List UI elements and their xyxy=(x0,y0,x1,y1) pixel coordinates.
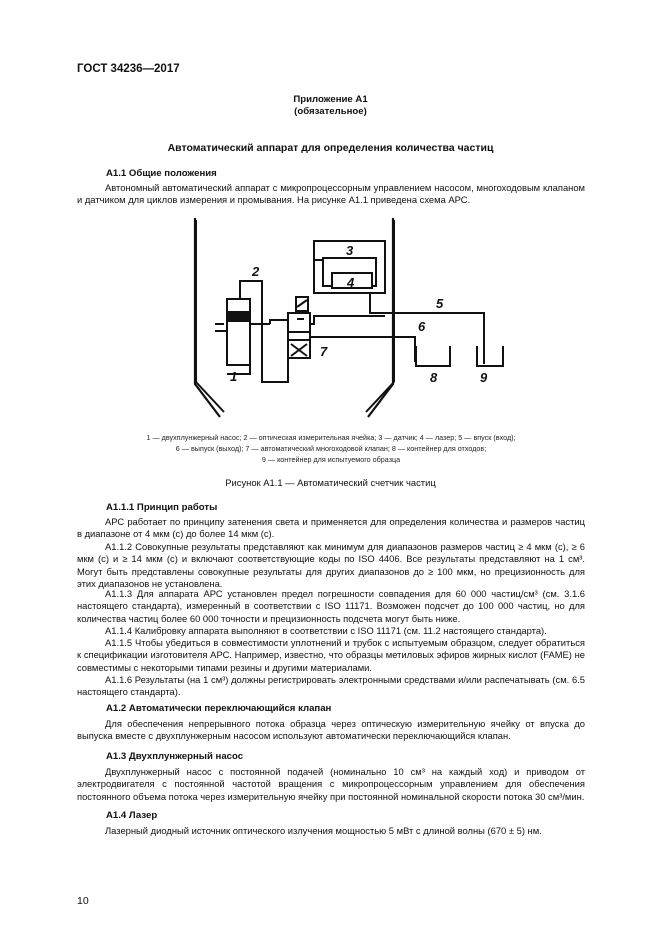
figure-legend-line: 1 — двухплунжерный насос; 2 — оптическая измерительная ячейка; 3 — датчик; 4 — лазер; 5 — впуск (вход); xyxy=(146,433,516,442)
figure-label: 2 xyxy=(252,264,260,279)
page-number: 10 xyxy=(77,895,89,907)
paragraph-text: А1.1.5 Чтобы убедиться в совместимости уплотнений и трубок с испытуемым образцом, следует обратиться к спецификации изготовителя АРС. Например, известно, что образцы метиловых эфиров жирных кислот (FAME) не совместимы с некоторыми типами резины и другими материалами. xyxy=(77,637,585,673)
paragraph-text: А1.1.4 Калибровку аппарата выполняют в соответствии с ISO 11171 (см. 11.2 настоящего стандарта). xyxy=(105,625,547,636)
cabinet-left xyxy=(195,218,220,417)
figure-label: 1 xyxy=(230,369,238,384)
figure-caption: Рисунок А1.1 — Автоматический счетчик частиц xyxy=(225,477,436,488)
paragraph xyxy=(77,182,585,207)
paragraph xyxy=(77,625,585,637)
annex-title: Приложение А1 xyxy=(293,94,368,105)
paragraph xyxy=(77,825,585,837)
paragraph xyxy=(77,674,585,699)
figure-legend-line: 9 — контейнер для испытуемого образца xyxy=(261,455,401,464)
figure-label: 9 xyxy=(480,370,488,385)
heading-a1-1: А1.1 Общие положения xyxy=(106,168,217,179)
paragraph xyxy=(77,516,585,541)
paragraph xyxy=(77,637,585,674)
heading-a1-4: А1.4 Лазер xyxy=(106,810,158,821)
paragraph-text: А1.1.6 Результаты (на 1 см³) должны регистрировать электронными средствами и/или распечатывать (см. 6.5 настоящего стандарта). xyxy=(77,674,585,698)
heading-a1-3: А1.3 Двухплунжерный насос xyxy=(106,751,244,762)
figure-label: 5 xyxy=(436,296,444,311)
paragraph xyxy=(77,588,585,625)
figure-legend-line: 6 — выпуск (выход); 7 — автоматический многоходовой клапан; 8 — контейнер для отходов; xyxy=(175,444,487,453)
paragraph-text: АРС работает по принципу затенения света и применяется для определения количества и размеров частиц в диапазоне от 4 мкм (с) до более 14 мкм (с). xyxy=(77,516,585,540)
paragraph-text: Для обеспечения непрерывного потока образца через оптическую измерительную ячейку от впуска до выпуска вместе с двухплунжерным насосом используют автоматически переключающийся клапан. xyxy=(77,718,585,742)
figure-label: 3 xyxy=(346,243,354,258)
paragraph xyxy=(77,766,585,803)
document-code: ГОСТ 34236—2017 xyxy=(77,63,180,75)
heading-a1-2: А1.2 Автоматически переключающийся клапан xyxy=(106,703,332,714)
paragraph-text: А1.1.3 Для аппарата АРС установлен предел погрешности совпадения для 60 000 частиц/см³ (см. 3.1.6 настоящего стандарта), измеренный в соответствии с ISO 11171. Возможен подсчет до 100 000 частиц, но для количества частиц более 60 000 точности и прецизионность подсчета могут быть ниже. xyxy=(77,588,585,624)
paragraph-text: Двухплунжерный насос с постоянной подачей (номинально 10 см³ на каждый ход) и приводом от электродвигателя с постоянной частотой вращения с микропроцессорным управлением для обеспечения постоянного объема потока через измерительную ячейку при постоянной номинальной скорости потока 30 см³/мин. xyxy=(77,766,585,802)
figure-label: 7 xyxy=(320,344,328,359)
apc-schematic-figure xyxy=(190,214,488,392)
heading-a1-1-1: А1.1.1 Принцип работы xyxy=(106,502,218,513)
figure-label: 4 xyxy=(347,275,355,290)
paragraph xyxy=(77,541,585,590)
paragraph-text: Автономный автоматический аппарат с микропроцессорным управлением насосом, многоходовым клапаном и датчиком для циклов измерения и промывания. На рисунке А1.1 приведена схема АРС. xyxy=(77,182,585,206)
paragraph-text: Лазерный диодный источник оптического излучения мощностью 5 мВт с длиной волны (670 ± 5) нм. xyxy=(105,825,542,836)
paragraph xyxy=(77,718,585,743)
paragraph-text: А1.1.2 Совокупные результаты представляют как минимум для диапазонов размеров частиц ≥ 4 мкм (с), ≥ 6 мкм (с) и ≥ 14 мкм (с) и включают соответствующие коды по ISO 4406. Все результаты представляют на 1 см³. Могут быть представлены совокупные результаты для других диапазонов до ≥ 100 мкм, но прецизионность для этих диапазонов не установлена. xyxy=(77,541,585,589)
annex-status: (обязательное) xyxy=(294,106,367,117)
figure-label: 8 xyxy=(430,370,438,385)
figure-label: 6 xyxy=(418,319,426,334)
main-title: Автоматический аппарат для определения количества частиц xyxy=(167,142,494,154)
